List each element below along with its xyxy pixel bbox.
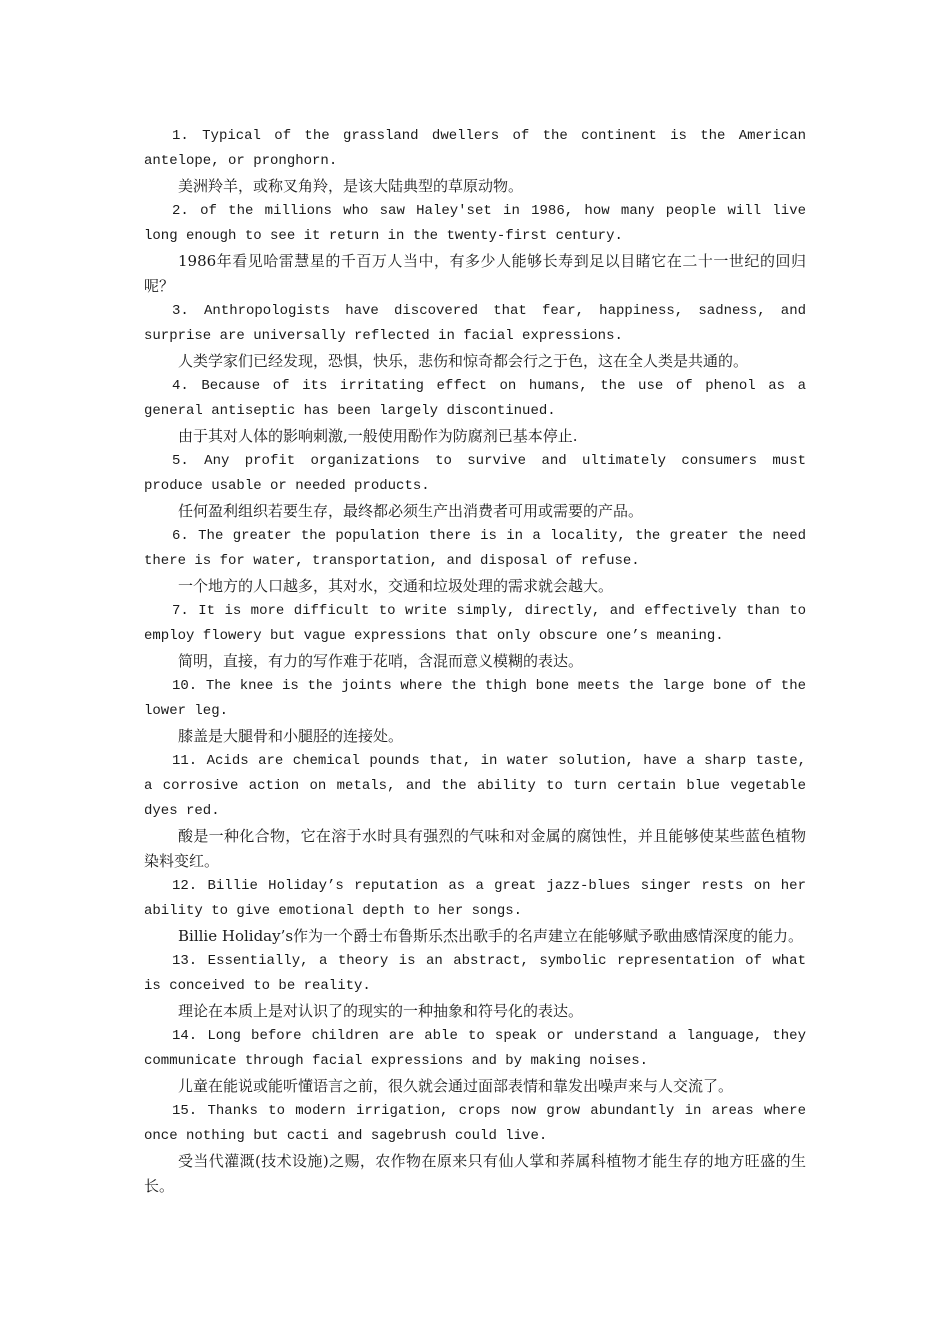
document-page bbox=[144, 124, 806, 1199]
sentence-1-chinese: 美洲羚羊，或称叉角羚，是该大陆典型的草原动物。 bbox=[178, 177, 524, 195]
sentence-7-english: 7. It is more difficult to write simply, directly, and effectively than to employ flowery but vague expressions that only obscure one’s meaning. bbox=[144, 603, 806, 644]
sentence-6-english: 6. The greater the population there is in a locality, the greater the need there is for water, transportation, and disposal of refuse. bbox=[144, 528, 806, 569]
sentence-10-english: 10. The knee is the joints where the thigh bone meets the large bone of the lower leg. bbox=[144, 678, 806, 719]
sentence-1-english: 1. Typical of the grassland dwellers of the continent is the American antelope, or pronghorn. bbox=[144, 128, 806, 169]
sentence-3-chinese: 人类学家们已经发现，恐惧，快乐，悲伤和惊奇都会行之于色，这在全人类是共通的。 bbox=[178, 352, 749, 370]
sentence-15-english: 15. Thanks to modern irrigation, crops now grow abundantly in areas where once nothing but cacti and sagebrush could live. bbox=[144, 1103, 806, 1144]
sentence-2-english: 2. of the millions who saw Haley'set in 1986, how many people will live long enough to see it return in the twenty-first century. bbox=[144, 203, 806, 244]
sentence-14-chinese: 儿童在能说或能听懂语言之前，很久就会通过面部表情和靠发出噪声来与人交流了。 bbox=[178, 1077, 734, 1095]
sentence-13-english: 13. Essentially, a theory is an abstract, symbolic representation of what is conceived to be reality. bbox=[144, 953, 806, 994]
sentence-7-chinese: 简明，直接，有力的写作难于花哨，含混而意义模糊的表达。 bbox=[178, 652, 584, 670]
sentence-3-english: 3. Anthropologists have discovered that fear, happiness, sadness, and surprise are universally reflected in facial expressions. bbox=[144, 303, 806, 344]
sentence-12-english: 12. Billie Holiday’s reputation as a great jazz-blues singer rests on her ability to give emotional depth to her songs. bbox=[144, 878, 806, 919]
sentence-14-english: 14. Long before children are able to speak or understand a language, they communicate through facial expressions and by making noises. bbox=[144, 1028, 806, 1069]
sentence-11-english: 11. Acids are chemical pounds that, in water solution, have a sharp taste, a corrosive action on metals, and the ability to turn certain blue vegetable dyes red. bbox=[144, 753, 806, 819]
sentence-5-english: 5. Any profit organizations to survive and ultimately consumers must produce usable or needed products. bbox=[144, 453, 806, 494]
sentence-2-chinese: 1986年看见哈雷慧星的千百万人当中，有多少人能够长寿到足以目睹它在二十一世纪的回归呢？ bbox=[144, 252, 806, 295]
sentence-10-chinese: 膝盖是大腿骨和小腿胫的连接处。 bbox=[178, 727, 404, 745]
sentence-4-english: 4. Because of its irritating effect on humans, the use of phenol as a general antiseptic has been largely discontinued. bbox=[144, 378, 806, 419]
sentence-6-chinese: 一个地方的人口越多，其对水，交通和垃圾处理的需求就会越大。 bbox=[178, 577, 614, 595]
sentence-4-chinese: 由于其对人体的影响刺激,一般使用酚作为防腐剂已基本停止. bbox=[178, 427, 578, 445]
sentence-15-chinese: 受当代灌溉(技术设施)之赐，农作物在原来只有仙人掌和荞属科植物才能生存的地方旺盛的生长。 bbox=[144, 1152, 806, 1195]
sentence-5-chinese: 任何盈利组织若要生存，最终都必须生产出消费者可用或需要的产品。 bbox=[178, 502, 644, 520]
sentence-11-chinese: 酸是一种化合物，它在溶于水时具有强烈的气味和对金属的腐蚀性，并且能够使某些蓝色植物染料变红。 bbox=[144, 827, 806, 870]
sentence-12-chinese: Billie Holiday’s作为一个爵士布鲁斯乐杰出歌手的名声建立在能够赋予歌曲感情深度的能力。 bbox=[178, 927, 804, 945]
sentence-13-chinese: 理论在本质上是对认识了的现实的一种抽象和符号化的表达。 bbox=[178, 1002, 584, 1020]
